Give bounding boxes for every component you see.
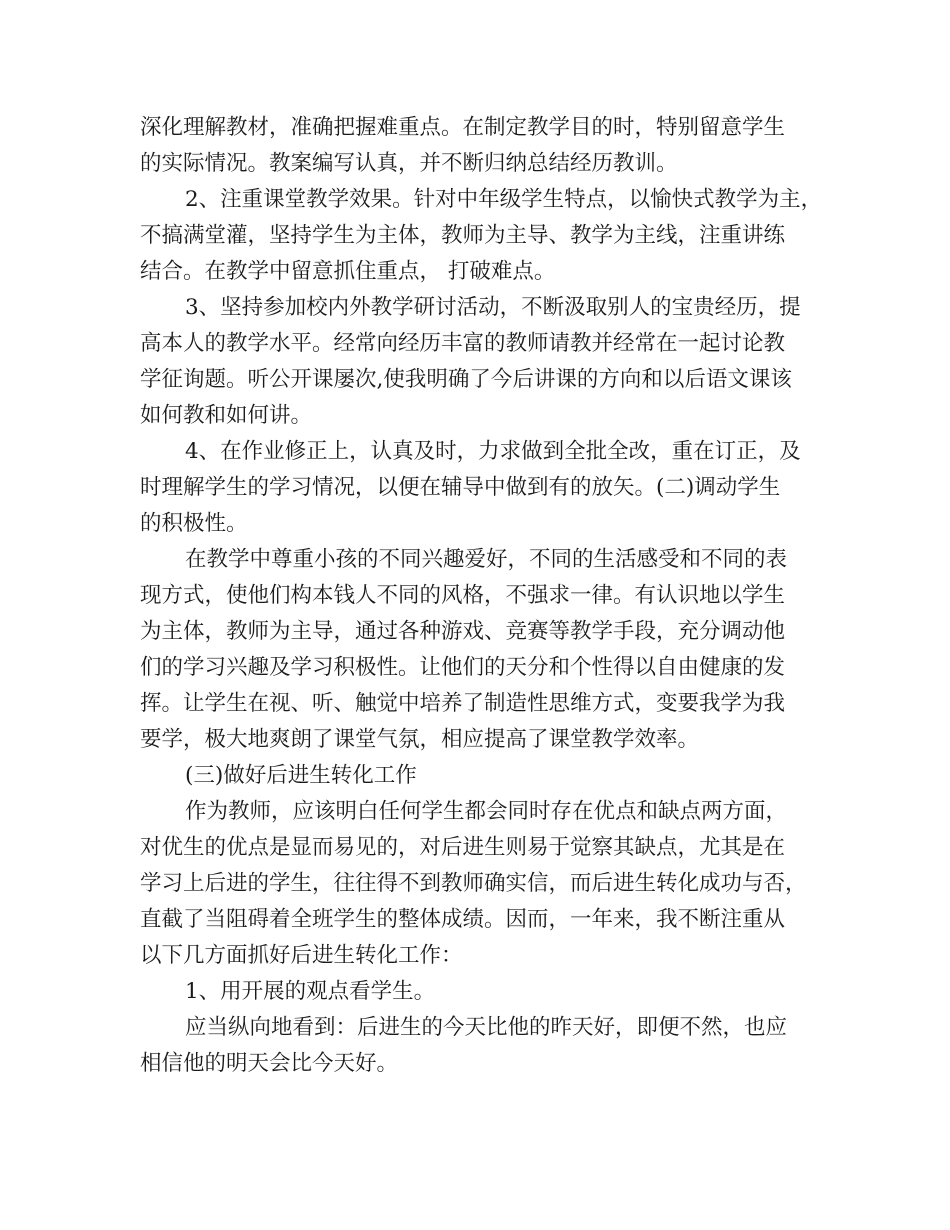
text-line: 如何教和如何讲。 xyxy=(140,403,313,428)
text-line: 的积极性。 xyxy=(140,511,248,536)
text-line: 不搞满堂灌，坚持学生为主体，教师为主导、教学为主线，注重讲练 xyxy=(140,223,786,248)
text-line: 4、在作业修正上，认真及时，力求做到全批全改，重在订正，及 xyxy=(185,439,801,464)
text-line: 2、注重课堂教学效果。针对中年级学生特点，以愉快式教学为主， xyxy=(185,187,823,212)
text-line: 在教学中尊重小孩的不同兴趣爱好，不同的生活感受和不同的表 xyxy=(185,547,788,572)
text-line: 学征询题。听公开课屡次,使我明确了今后讲课的方向和以后语文课该 xyxy=(140,367,792,392)
text-line: 作为教师，应该明白任何学生都会同时存在优点和缺点两方面， xyxy=(185,799,788,824)
text-line: 高本人的教学水平。经常向经历丰富的教师请教并经常在一起讨论教 xyxy=(140,331,786,356)
text-line: 为主体，教师为主导，通过各种游戏、竞赛等教学手段，充分调动他 xyxy=(140,619,786,644)
text-line: 的实际情况。教案编写认真，并不断归纳总结经历教训。 xyxy=(140,151,678,176)
text-line: 挥。让学生在视、听、触觉中培养了制造性思维方式，变要我学为我 xyxy=(140,691,786,716)
text-line: 直截了当阻碍着全班学生的整体成绩。因而，一年来，我不断注重从 xyxy=(140,907,786,932)
text-line: 时理解学生的学习情况，以便在辅导中做到有的放矢。(二)调动学生 xyxy=(140,475,781,500)
text-line: 深化理解教材，准确把握难重点。在制定教学目的时，特别留意学生 xyxy=(140,115,786,140)
text-line: 以下几方面抓好后进生转化工作： xyxy=(140,943,463,968)
text-line: 要学，极大地爽朗了课堂气氛，相应提高了课堂教学效率。 xyxy=(140,727,700,752)
text-line: 现方式，使他们构本钱人不同的风格，不强求一律。有认识地以学生 xyxy=(140,583,786,608)
text-line: 结合。在教学中留意抓住重点， 打破难点。 xyxy=(140,259,556,284)
text-line: 相信他的明天会比今天好。 xyxy=(140,1051,399,1076)
text-line: 们的学习兴趣及学习积极性。让他们的天分和个性得以自由健康的发 xyxy=(140,655,786,680)
document-body xyxy=(140,110,830,1082)
text-line: 3、坚持参加校内外教学研讨活动，不断汲取别人的宝贵经历，提 xyxy=(185,295,801,320)
text-line: 1、用开展的观点看学生。 xyxy=(185,979,436,1004)
text-line: (三)做好后进生转化工作 xyxy=(185,763,417,788)
text-line: 学习上后进的学生，往往得不到教师确实信，而后进生转化成功与否， xyxy=(140,871,807,896)
text-line: 对优生的优点是显而易见的，对后进生则易于觉察其缺点，尤其是在 xyxy=(140,835,786,860)
text-line: 应当纵向地看到：后进生的今天比他的昨天好，即便不然，也应 xyxy=(185,1015,788,1040)
